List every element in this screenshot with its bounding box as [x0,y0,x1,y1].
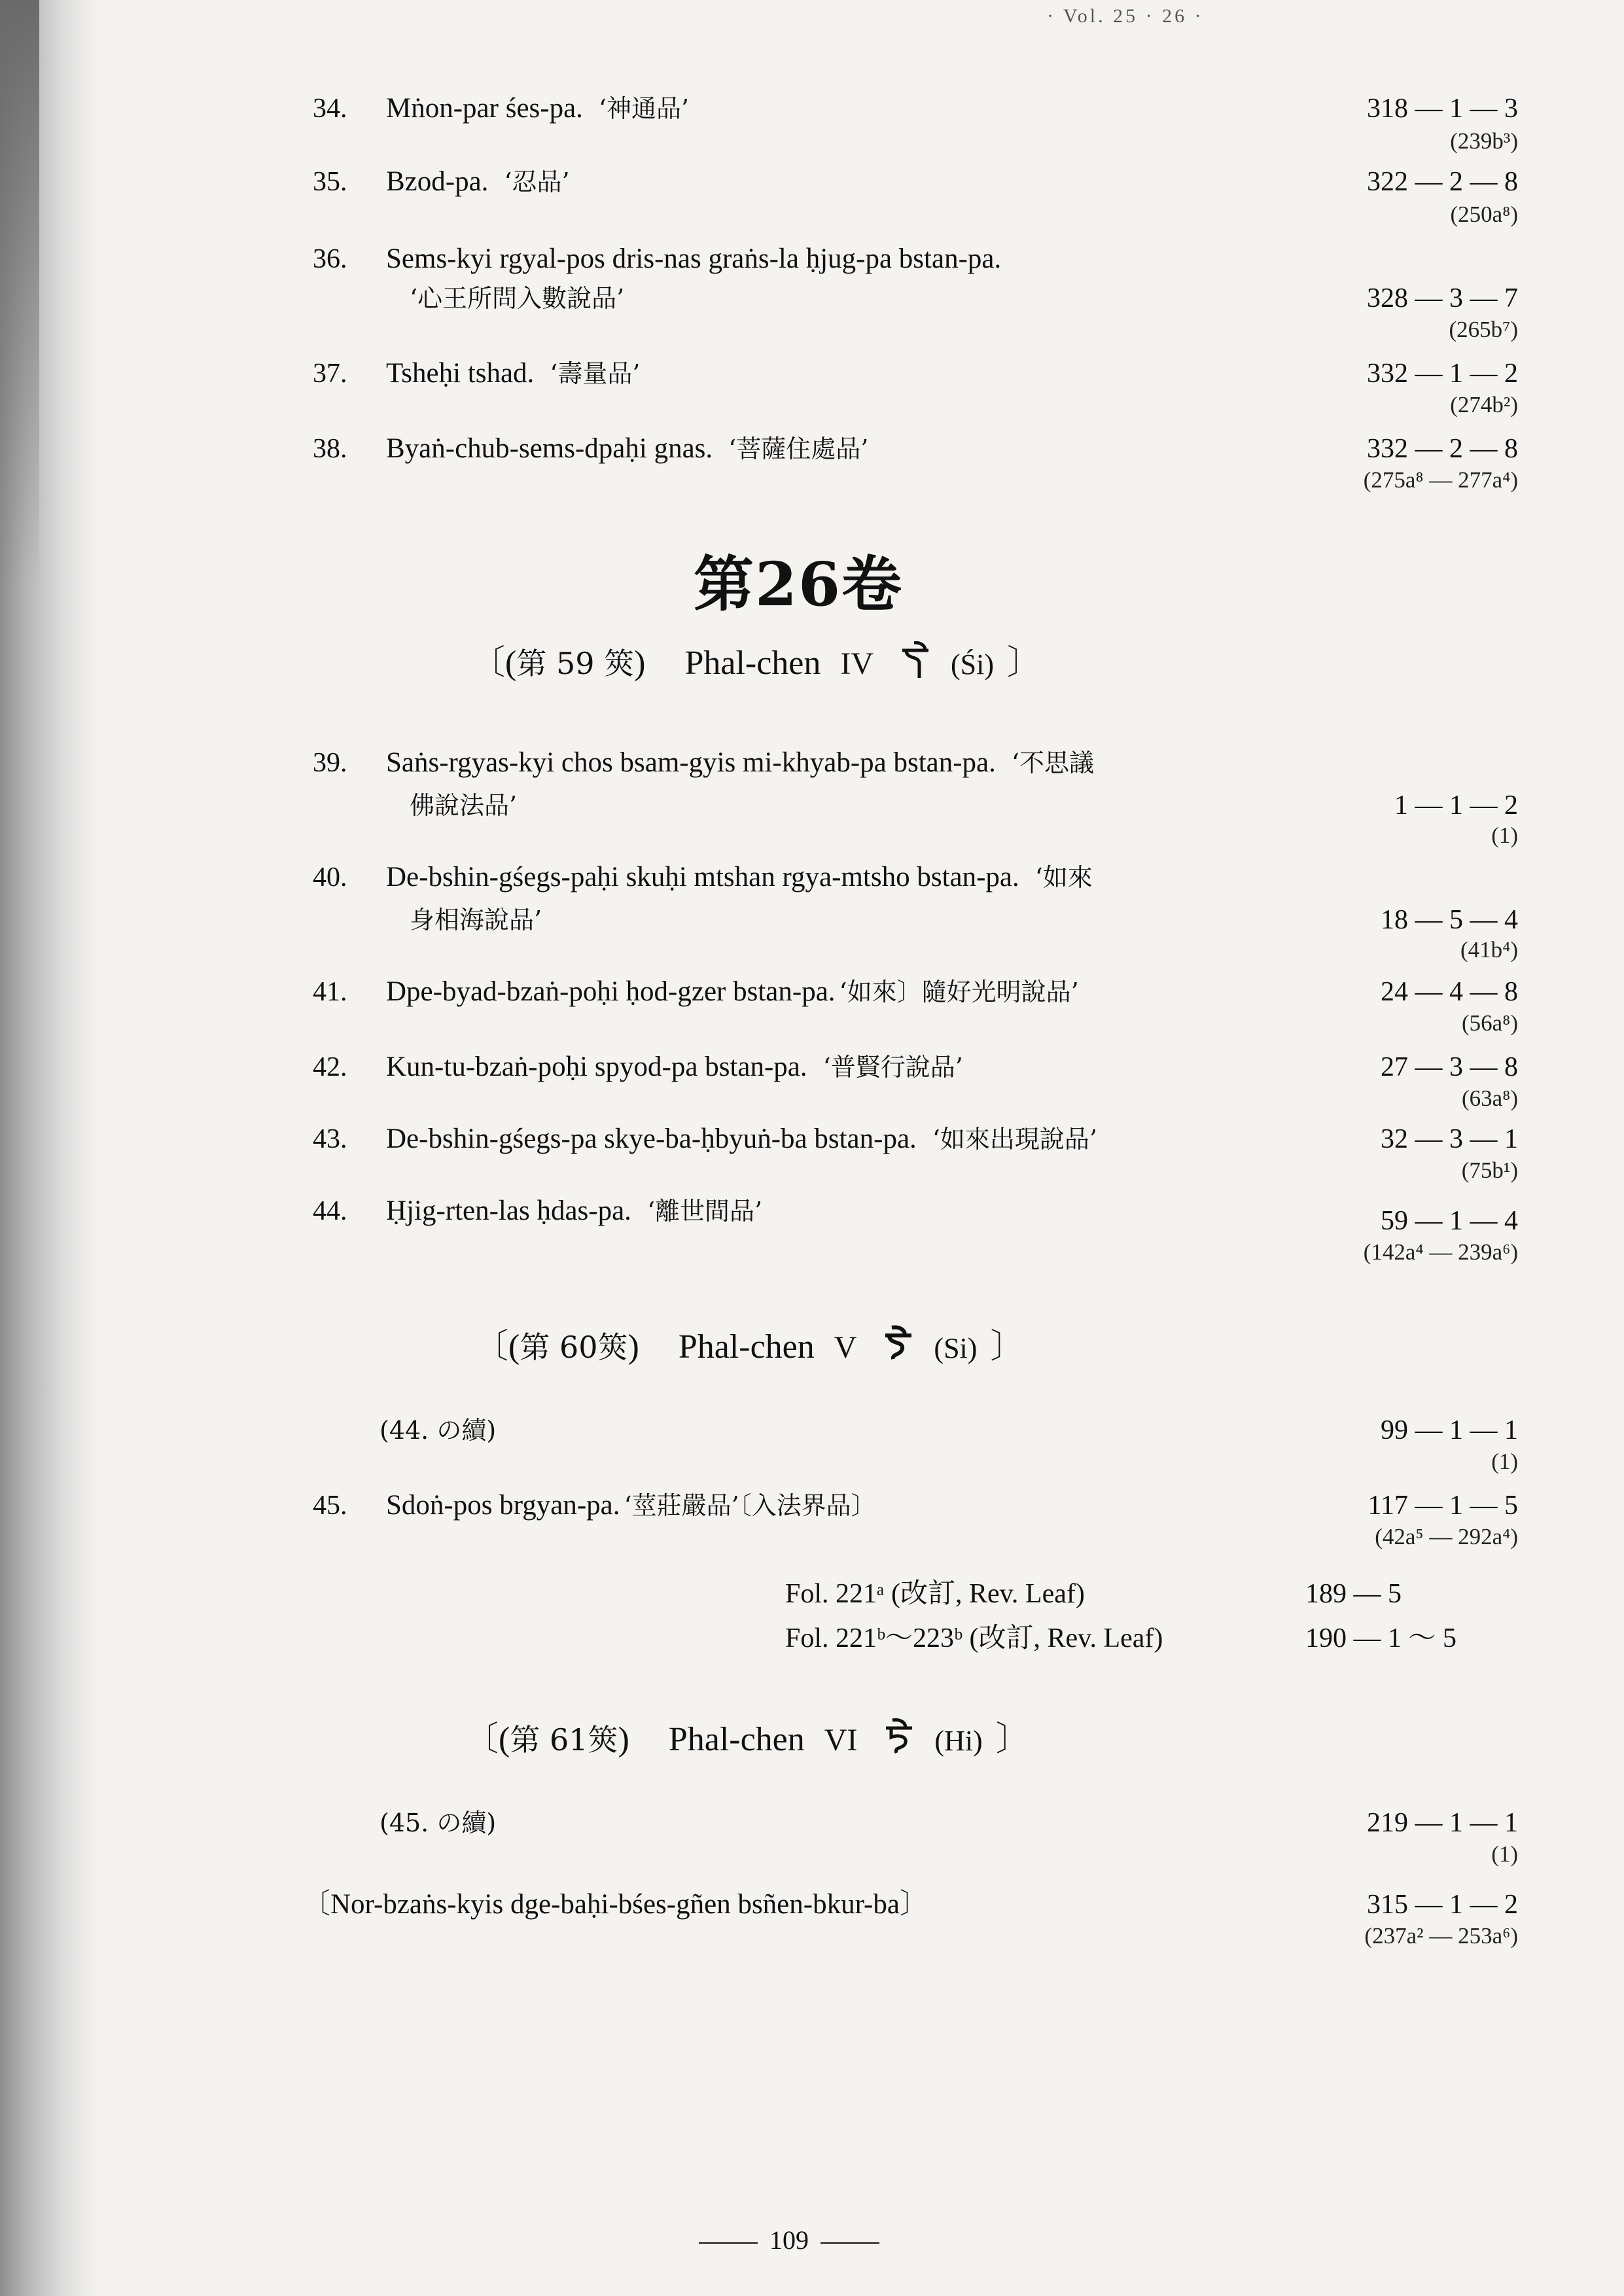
entry-ref: 27 — 3 — 8 [1381,1052,1518,1082]
section-name: Phal-chen [678,1328,815,1366]
folio-ref: 189 — 5 [1305,1579,1402,1609]
entry-number: 38. [313,434,347,464]
section-syllable: (Hi) [934,1725,983,1757]
section-name: Phal-chen [684,645,821,682]
entry-number: 40. [313,862,347,892]
entry-japanese: ‘莖莊嚴品’〔入法界品〕 [624,1491,876,1520]
entry-subref: (239b³) [1450,128,1518,154]
entry-number: 37. [313,359,347,389]
entry-title: 〔Nor-bzaṅs-kyis dge-baḥi-bśes-gñen bsñen-bkur-ba〕 [302,1889,928,1920]
entry-number: 45. [313,1491,347,1521]
entry-title: Bzod-pa. [386,166,489,197]
entry-japanese: ‘壽量品’ [550,359,641,388]
entry-ref: 32 — 3 — 1 [1381,1124,1518,1154]
volume-title: 第26卷 [694,549,904,620]
entry-japanese-cont: 佛說法品’ [410,791,518,820]
entry-ref: 332 — 1 — 2 [1367,359,1518,389]
entry-japanese: ‘菩薩住處品’ [728,434,869,463]
entry-title: Dpe-byad-bzaṅ-poḥi ḥod-gzer bstan-pa. [386,976,836,1007]
entry-subref: (1) [1491,1841,1518,1867]
entry-ref: 315 — 1 — 2 [1367,1890,1518,1920]
entry-subref: (63a⁸) [1461,1086,1518,1111]
entry-ref: 59 — 1 — 4 [1381,1206,1518,1236]
entry-number: 41. [313,977,347,1007]
entry-title: Mṅon-par śes-pa. [386,93,583,124]
entry-ref: 18 — 5 — 4 [1381,905,1518,935]
entry-subref: (275a⁸ — 277a⁴) [1363,467,1518,493]
entry-subref: (1) [1491,822,1518,848]
entry-subref: (75b¹) [1461,1157,1518,1183]
entry-subref: (56a⁸) [1461,1010,1518,1036]
section-heading-60: 〔(第 60筴) Phal-chen V (Si) 〕 [474,1325,1024,1368]
entry-ref: 332 — 2 — 8 [1367,434,1518,464]
folio-ref: 190 — 1 ～ 5 [1305,1623,1457,1653]
entry-subref: (274b²) [1450,392,1518,417]
entry-title: Ḥjig-rten-las ḥdas-pa. [386,1195,631,1226]
section-volume: 第 59 筴 [516,646,635,681]
folio-label: Fol. 221ᵃ (改訂, Rev. Leaf) [785,1579,1085,1609]
entry-title: Tsheḥi tshad. [386,358,535,389]
entry-ref: 24 — 4 — 8 [1381,977,1518,1007]
entry-number: 39. [313,748,347,778]
entry-subref: (41b⁴) [1460,937,1518,963]
section-heading-61: 〔(第 61筴) Phal-chen VI (Hi) 〕 [465,1718,1030,1761]
entry-title: De-bshin-gśegs-paḥi skuḥi mtshan rgya-mtsho bstan-pa. [386,862,1019,892]
entry-subref: (265b⁷) [1449,317,1518,342]
entry-japanese: ‘普賢行說品’ [822,1053,963,1082]
entry-subref: (1) [1491,1449,1518,1474]
entry-title: Byaṅ-chub-sems-dpaḥi gnas. [386,433,713,464]
entry-subref: (42a⁵ — 292a⁴) [1375,1524,1518,1549]
section-volume: 第 60筴 [520,1330,628,1365]
section-heading-59: 〔(第 59 筴) Phal-chen IV (Śi) 〕 [471,641,1041,684]
entry-subref: (142a⁴ — 239a⁶) [1363,1239,1518,1265]
section-roman: IV [840,646,874,681]
entry-subref: (250a⁸) [1450,202,1518,227]
entry-japanese: ‘離世間品’ [646,1197,763,1226]
entry-title: Kun-tu-bzaṅ-poḥi spyod-pa bstan-pa. [386,1051,807,1082]
entry-title: De-bshin-gśegs-pa skye-ba-ḥbyuṅ-ba bstan-pa. [386,1123,917,1154]
entry-ref: 322 — 2 — 8 [1367,167,1518,197]
entry-number: 35. [313,167,347,197]
entry-japanese: ‘不思議 [1011,749,1094,777]
entry-ref: 1 — 1 — 2 [1394,790,1518,821]
entry-ref: 219 — 1 — 1 [1367,1808,1518,1838]
entry-japanese: ‘如來出現說品’ [932,1125,1097,1154]
entry-title: Sdoṅ-pos brgyan-pa. [386,1490,620,1521]
section-roman: V [834,1330,857,1365]
continuation-label: (44. の續) [380,1416,497,1445]
tibetan-si-glyph-icon [900,641,931,679]
entry-ref: 99 — 1 — 1 [1381,1415,1518,1445]
entry-ref: 318 — 1 — 3 [1367,94,1518,124]
tibetan-hi-glyph-icon [883,1718,915,1756]
entry-japanese: ‘如來 [1034,863,1093,892]
entry-title: Sems-kyi rgyal-pos dris-nas graṅs-la ḥjug-pa bstan-pa. [386,243,1002,274]
tibetan-si-glyph-icon [883,1325,914,1363]
entry-ref: 328 — 3 — 7 [1367,283,1518,313]
section-syllable: (Si) [934,1332,978,1364]
section-roman: VI [824,1723,858,1757]
continuation-label: (45. の續) [380,1809,497,1837]
entry-ref: 117 — 1 — 5 [1368,1491,1518,1521]
section-volume: 第 61筴 [510,1722,618,1757]
section-syllable: (Śi) [951,648,995,680]
entry-number: 43. [313,1124,347,1154]
entry-number: 44. [313,1196,347,1226]
entry-japanese-cont: 身相海說品’ [410,906,542,934]
folio-label: Fol. 221ᵇ～223ᵇ (改訂, Rev. Leaf) [785,1623,1163,1653]
scan-shadow-edge [0,0,98,2296]
entry-number: 34. [313,94,347,124]
entry-japanese: ‘如來〕隨好光明說品’ [839,978,1079,1006]
entry-number: 42. [313,1052,347,1082]
section-name: Phal-chen [668,1721,805,1758]
page-number: 109 [687,2225,891,2255]
entry-subref: (237a² — 253a⁶) [1364,1923,1518,1949]
entry-japanese: ‘神通品’ [598,94,690,123]
entry-japanese: ‘心王所問入數說品’ [410,284,625,313]
entry-number: 36. [313,244,347,274]
running-head: · Vol. 25 · 26 · [1047,5,1204,27]
entry-title: Saṅs-rgyas-kyi chos bsam-gyis mi-khyab-pa bstan-pa. [386,747,996,778]
entry-japanese: ‘忍品’ [504,168,570,196]
